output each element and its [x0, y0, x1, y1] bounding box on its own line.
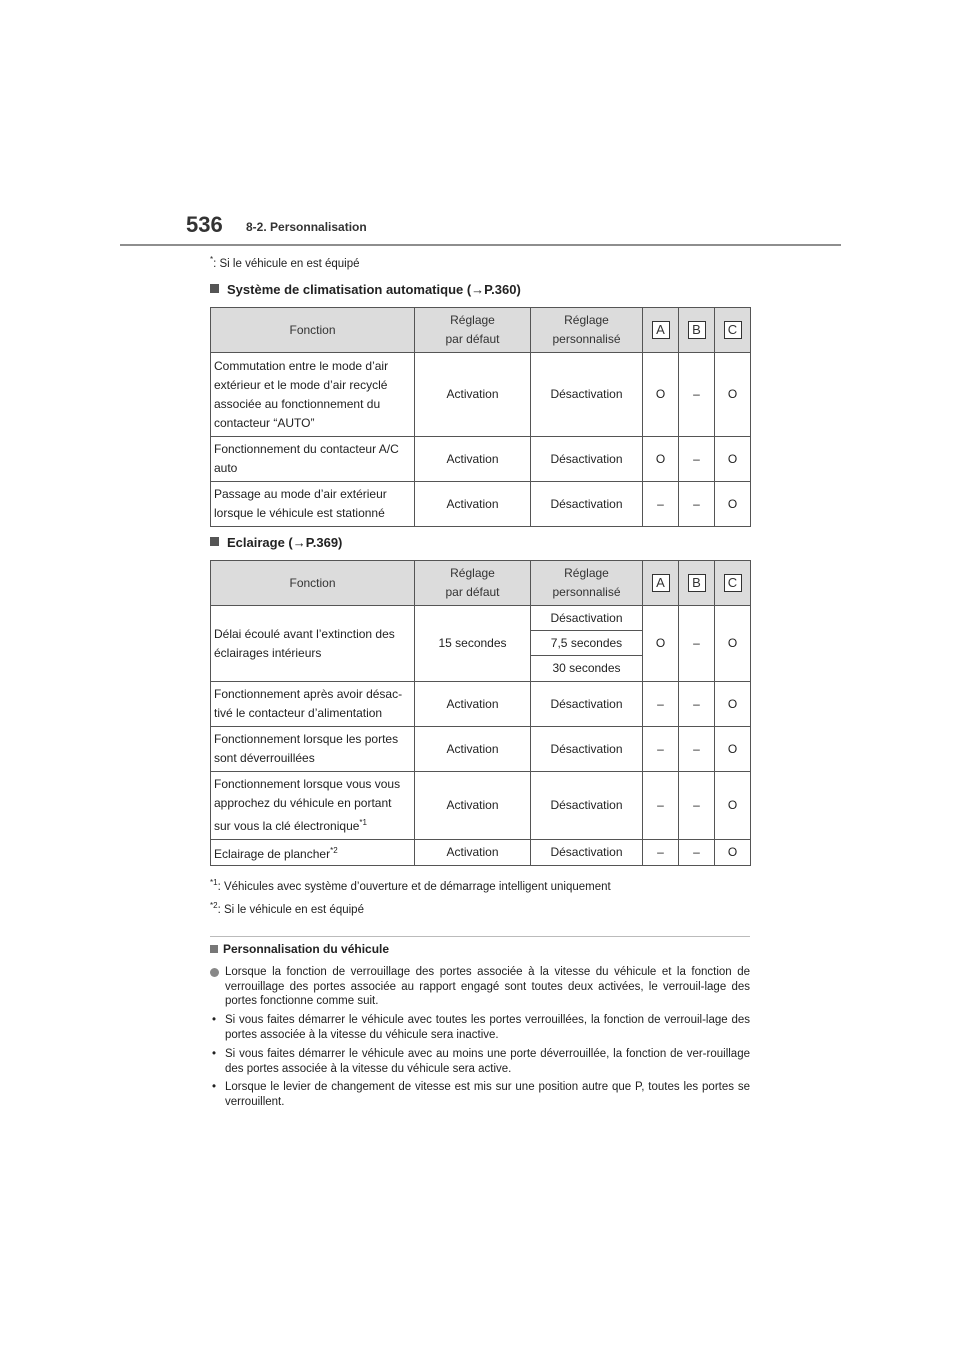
square-bullet-icon [210, 284, 219, 293]
cell-default: Activation [415, 353, 531, 437]
box-b: B [688, 321, 706, 339]
cell-custom: Désactivation [531, 437, 643, 482]
footnote-text: : Si le véhicule en est équipé [217, 903, 364, 916]
climate-heading-text: Système de climatisation automatique (→P.360) [227, 282, 521, 297]
cell-default: Activation [415, 437, 531, 482]
box-c: C [724, 321, 742, 339]
col-c [715, 561, 751, 606]
cell-a: – [643, 727, 679, 772]
cell-function [211, 840, 415, 866]
cell-default: Activation [415, 772, 531, 840]
footnote-1 [210, 878, 611, 893]
cell-b: – [679, 840, 715, 866]
cell-function: Passage au mode d’air extérieur lorsque le véhicule est stationné [211, 482, 415, 527]
cell-custom-option: 30 secondes [531, 656, 643, 682]
cell-default: Activation [415, 682, 531, 727]
cell-custom-option: 7,5 secondes [531, 631, 643, 656]
cell-a: – [643, 840, 679, 866]
cell-c: O [715, 727, 751, 772]
table-row [211, 606, 751, 631]
box-b: B [688, 574, 706, 592]
table-row [211, 840, 751, 866]
customization-heading [210, 942, 389, 956]
lighting-heading [210, 535, 342, 550]
list-item [210, 1047, 750, 1076]
box-a: A [652, 321, 670, 339]
footnote-text: : Si le véhicule en est équipé [213, 257, 360, 270]
cell-custom: Désactivation [531, 482, 643, 527]
col-b [679, 561, 715, 606]
cell-function: Délai écoulé avant l’extinction des éclairages intérieurs [211, 606, 415, 682]
climate-table [210, 307, 751, 527]
square-bullet-icon [210, 945, 218, 953]
cell-function: Commutation entre le mode d’air extérieur et le mode d’air recyclé associée au fonctionnement du contacteur “AUTO” [211, 353, 415, 437]
cell-a: – [643, 482, 679, 527]
cell-b: – [679, 353, 715, 437]
cell-a: – [643, 772, 679, 840]
table-row [211, 772, 751, 840]
list-item-text: Lorsque le levier de changement de vitesse est mis sur une position autre que P, toutes les portes se verrouillent. [225, 1081, 750, 1108]
col-a [643, 308, 679, 353]
footnote-mark: * [210, 255, 214, 264]
cell-custom: Désactivation [531, 727, 643, 772]
footnote-mark: *2 [210, 901, 218, 910]
box-c: C [724, 574, 742, 592]
cell-default: Activation [415, 727, 531, 772]
footnote-2 [210, 901, 364, 916]
cell-a: O [643, 353, 679, 437]
climate-heading [210, 282, 521, 297]
page-number: 536 [186, 212, 223, 237]
table-row [211, 437, 751, 482]
cell-function: Fonctionnement après avoir désac-tivé le contacteur d’alimentation [211, 682, 415, 727]
box-a: A [652, 574, 670, 592]
cell-function-text: Fonctionnement lorsque vous vous approchez du véhicule en portant sur vous la clé électronique [214, 777, 401, 833]
col-custom: Réglage personnalisé [531, 561, 643, 606]
col-a [643, 561, 679, 606]
customization-intro [210, 965, 750, 1009]
col-default: Réglage par défaut [415, 308, 531, 353]
cell-custom: Désactivation [531, 682, 643, 727]
dot-bullet: • [212, 1048, 217, 1060]
table-row [211, 482, 751, 527]
cell-b: – [679, 682, 715, 727]
cell-a: O [643, 437, 679, 482]
cell-custom: Désactivation [531, 772, 643, 840]
col-custom: Réglage personnalisé [531, 308, 643, 353]
cell-c: O [715, 772, 751, 840]
cell-default: Activation [415, 482, 531, 527]
list-item-text: Si vous faites démarrer le véhicule avec au moins une porte déverrouillée, la fonction de ver-rouillage des portes associée à la vitesse du véhicule sera active. [225, 1048, 750, 1075]
cell-custom-option: Désactivation [531, 606, 643, 631]
cell-b: – [679, 606, 715, 682]
table-row [211, 682, 751, 727]
list-item [210, 1013, 750, 1042]
footnote-text: : Véhicules avec système d’ouverture et de démarrage intelligent uniquement [217, 880, 611, 893]
square-bullet-icon [210, 537, 219, 546]
table-row [211, 727, 751, 772]
lighting-table [210, 560, 751, 866]
cell-b: – [679, 772, 715, 840]
circle-bullet-icon [210, 967, 219, 982]
list-item [210, 1080, 750, 1109]
cell-custom: Désactivation [531, 353, 643, 437]
footnote-mark: *1 [210, 878, 218, 887]
table-header-row [211, 561, 751, 606]
cell-c: O [715, 606, 751, 682]
col-b [679, 308, 715, 353]
cell-custom: Désactivation [531, 840, 643, 866]
table-row [211, 353, 751, 437]
cell-c: O [715, 353, 751, 437]
dot-bullet: • [212, 1014, 217, 1026]
section-title: 8-2. Personnalisation [246, 220, 367, 234]
intro-text: Lorsque la fonction de verrouillage des portes associée à la vitesse du véhicule et la fonction de verrouillage des portes associée au rapport engagé sont toutes deux activées, le verrouil-lage des portes fonctionne comme suit. [225, 966, 750, 1007]
table-header-row [211, 308, 751, 353]
cell-b: – [679, 482, 715, 527]
top-footnote [210, 255, 360, 270]
col-function: Fonction [211, 561, 415, 606]
cell-a: – [643, 682, 679, 727]
col-c [715, 308, 751, 353]
cell-c: O [715, 437, 751, 482]
footnote-ref: *1 [359, 818, 367, 827]
header-rule [120, 244, 841, 246]
cell-default: 15 secondes [415, 606, 531, 682]
col-function: Fonction [211, 308, 415, 353]
cell-function: Fonctionnement lorsque les portes sont déverrouillées [211, 727, 415, 772]
cell-function: Fonctionnement du contacteur A/C auto [211, 437, 415, 482]
footnote-ref: *2 [330, 846, 338, 855]
cell-b: – [679, 727, 715, 772]
cell-c: O [715, 840, 751, 866]
cell-a: O [643, 606, 679, 682]
section-divider [210, 936, 750, 937]
list-item-text: Si vous faites démarrer le véhicule avec toutes les portes verrouillées, la fonction de verrouil-lage des portes associée à la vitesse du véhicule sera inactive. [225, 1014, 750, 1041]
cell-default: Activation [415, 840, 531, 866]
cell-c: O [715, 482, 751, 527]
cell-function [211, 772, 415, 840]
dot-bullet: • [212, 1081, 217, 1093]
cell-function-text: Eclairage de plancher [214, 847, 331, 861]
customization-heading-text: Personnalisation du véhicule [223, 942, 390, 956]
col-default: Réglage par défaut [415, 561, 531, 606]
lighting-heading-text: Eclairage (→P.369) [227, 535, 343, 550]
cell-c: O [715, 682, 751, 727]
cell-b: – [679, 437, 715, 482]
